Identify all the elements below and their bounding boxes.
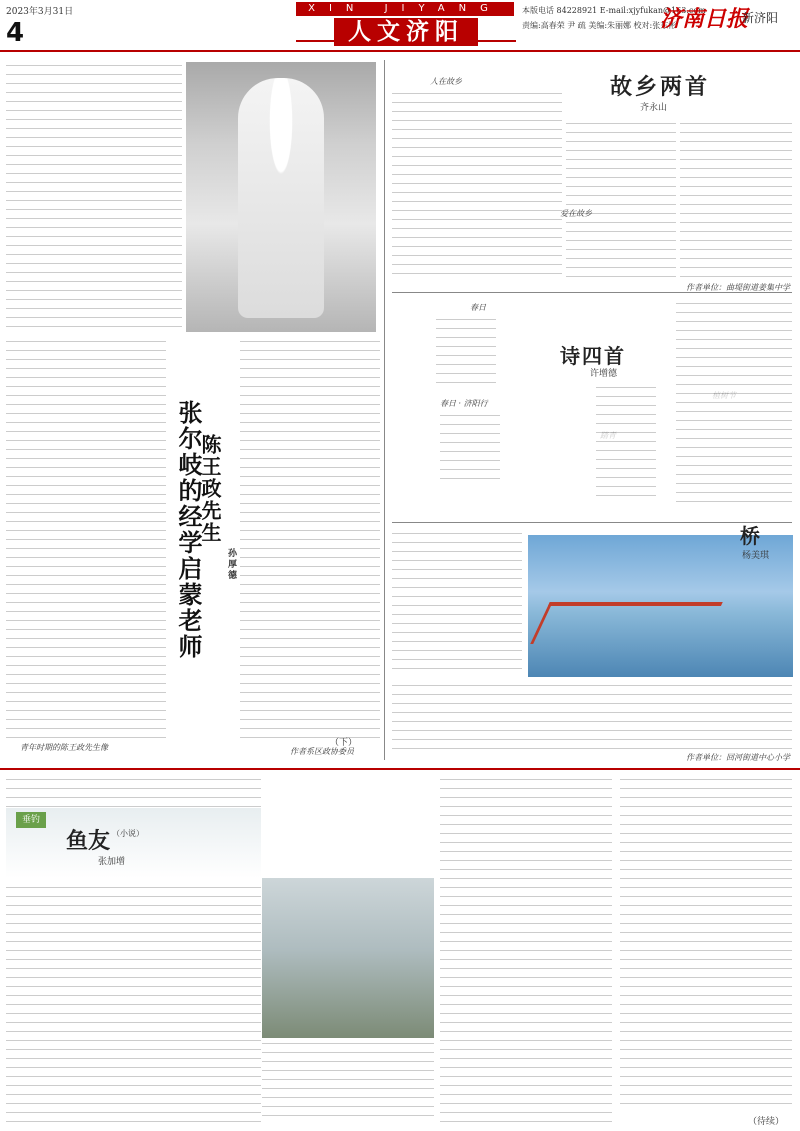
article5-tag: 垂钓 bbox=[16, 812, 46, 828]
article4-author: 杨美琪 bbox=[742, 551, 770, 561]
poem-head-jiyang: 春日 · 济阳行 bbox=[440, 399, 488, 408]
article2-title: 故乡两首 bbox=[610, 74, 711, 100]
article2-footer: 作者单位：曲堤街道姜集中学 bbox=[686, 283, 790, 292]
bridge-shape bbox=[530, 602, 723, 644]
article1-author: 孙厚德 bbox=[226, 548, 236, 581]
article1-body-left bbox=[6, 338, 166, 738]
paper-logo: 济南日报 bbox=[660, 6, 749, 32]
article4-footer: 作者单位：回河街道中心小学 bbox=[686, 753, 790, 762]
article5-body-top bbox=[6, 776, 261, 808]
poem-subtitle-1: 人在故乡 bbox=[430, 77, 462, 86]
top-divider bbox=[0, 50, 800, 52]
paper-band: XIN JIYANG bbox=[296, 2, 514, 16]
article3-poem-4 bbox=[676, 300, 792, 510]
section-title: 人文济阳 bbox=[334, 18, 478, 46]
fishing-scene bbox=[6, 808, 261, 878]
statue-figure bbox=[238, 78, 324, 318]
fishing-photo bbox=[262, 878, 434, 1038]
article1-title: 张尔岐的经学启蒙老师 bbox=[174, 400, 203, 660]
poem-subtitle-2: 爱在故乡 bbox=[560, 209, 592, 218]
article5-body-3 bbox=[440, 776, 612, 1124]
article5-author: 张加增 bbox=[98, 857, 126, 867]
article3-author: 许增德 bbox=[590, 369, 618, 379]
contact-info: 本版电话 84228921 E-mail:xjyfukan@163.com bbox=[522, 6, 706, 15]
page-number: 4 bbox=[6, 18, 25, 48]
issue-date: 2023年3月31日 bbox=[6, 7, 74, 17]
article3-poem-1 bbox=[436, 316, 496, 386]
article1-body-right bbox=[240, 338, 380, 738]
article5-continued: （待续） bbox=[748, 1117, 785, 1127]
article1-caption: 青年时期的陈王政先生像 bbox=[20, 743, 108, 752]
article3-title: 诗四首 bbox=[560, 344, 626, 368]
article4-body-2 bbox=[392, 682, 792, 754]
section-divider-1 bbox=[392, 292, 792, 293]
paper-logo-sub: 新济阳 bbox=[742, 11, 779, 25]
editor-credits: 责编:高春荣 尹 疏 美编:朱丽娜 校对:张东彬 bbox=[522, 21, 677, 30]
article5-body-1 bbox=[6, 884, 261, 1124]
column-divider-1 bbox=[384, 60, 385, 760]
article1-footer: 作者系区政协委员 bbox=[290, 747, 354, 756]
article2-poem-1b bbox=[566, 120, 676, 280]
article1-body-top bbox=[6, 62, 182, 332]
article2-poem-1 bbox=[392, 90, 562, 278]
article4-title: 桥 bbox=[740, 524, 760, 548]
article2-poem-2 bbox=[680, 120, 792, 280]
article5-subtitle: （小说） bbox=[112, 829, 144, 838]
article4-body-1 bbox=[392, 530, 522, 675]
section-divider-2 bbox=[392, 522, 792, 523]
article1-continued: （下） bbox=[330, 738, 358, 748]
article2-author: 齐永山 bbox=[640, 103, 668, 113]
article5-body-4 bbox=[620, 776, 792, 1112]
article5-title: 鱼友 bbox=[66, 828, 111, 854]
article5-body-2 bbox=[262, 1040, 434, 1124]
poem-head-spring: 春日 bbox=[470, 303, 486, 312]
mid-divider bbox=[0, 768, 800, 770]
article3-poem-2 bbox=[440, 412, 500, 482]
article1-subtitle: 陈王政先生 bbox=[198, 434, 222, 544]
article3-poem-3 bbox=[596, 384, 656, 504]
